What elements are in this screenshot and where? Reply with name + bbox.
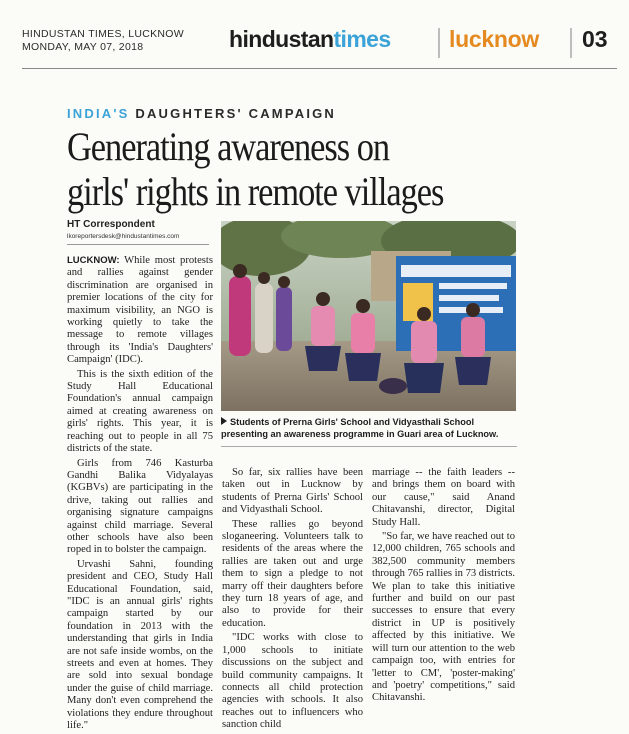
paragraph: These rallies go beyond sloganeering. Volunteers talk to residents of the areas where the rallies are taken out and urge them to sign a pledge to not marry off their daughters before they turn 18 years of age, and also to provide for their education.	[222, 518, 363, 629]
city-edition: lucknow	[449, 26, 539, 52]
paragraph: Urvashi Sahni, founding president and CEO, Study Hall Educational Foundation, said, "IDC is an annual girls' rights campaign started by our foundation in 2013 with the understanding that girls in India are not safe inside wombs, on the streets and even at homes. They are sold into sexual bondage under the guise of child marriage. Many don't even comprehend the violations they endure throughout life."	[67, 558, 213, 732]
paragraph-text: While most protests and rallies against gender discrimination are organised in premier locations of the city for maximum visibility, an NGO is working quietly to take the message to remote villages through its 'India's Daughters' Campaign' (IDC).	[67, 255, 213, 366]
article-column-3	[372, 467, 515, 707]
issue-date: MONDAY, MAY 07, 2018	[22, 41, 144, 53]
kicker-part1: INDIA'S	[67, 106, 130, 121]
brand-part1: hindustan	[229, 26, 334, 52]
byline-email: lkoreportersdesk@hindustantimes.com	[67, 233, 180, 240]
brand-part2: times	[333, 26, 391, 52]
article-column-2	[222, 467, 363, 734]
headline	[67, 124, 514, 214]
paragraph: Girls from 746 Kasturba Gandhi Balika Vidyalayas (KGBVs) are participating in the drive, taking out rallies and organising signature campaigns against child marriage. Several other schools have also been roped in to bolster the campaign.	[67, 457, 213, 556]
article-photo	[221, 221, 516, 411]
paragraph: So far, six rallies have been taken out in Lucknow by students of Prerna Girls' School and Vidyasthali School.	[222, 467, 363, 516]
paper-name-line: HINDUSTAN TIMES, LUCKNOW	[22, 28, 184, 40]
headline-line: girls' rights in remote villages	[67, 169, 444, 214]
caption-text: Students of Prerna Girls' School and Vidyasthali School presenting an awareness programme in Guari area of Lucknow.	[221, 417, 499, 439]
masthead-rule	[22, 68, 617, 69]
article-column-1	[67, 255, 213, 734]
brand-logo	[229, 26, 391, 53]
caption-marker-icon	[221, 417, 227, 425]
photo-caption	[221, 417, 521, 440]
paragraph: "So far, we have reached out to 12,000 children, 765 schools and 382,500 community members through 765 rallies in 73 districts. We plan to take this initiative further and build on our past successes to ensure that every district in UP is positively affected by this initiative. We will turn our attention to the web campaign too, with entries for 'letter to CM', 'poster-making' and 'poetry' competitions," said Chitavanshi.	[372, 531, 516, 704]
paragraph: marriage -- the faith leaders -- and brings them on board with our cause," said Anand Chitavanshi, director, Digital Study Hall.	[372, 467, 515, 528]
caption-rule	[221, 446, 517, 447]
masthead-divider	[438, 28, 440, 58]
masthead	[22, 26, 617, 68]
byline-rule	[67, 244, 209, 245]
kicker	[67, 106, 336, 121]
masthead-dateline	[22, 28, 184, 54]
paragraph	[67, 255, 213, 367]
byline: HT Correspondent	[67, 219, 155, 230]
headline-line: Generating awareness on	[67, 124, 390, 169]
paragraph: This is the sixth edition of the Study Hall Educational Foundation's annual campaign aimed at creating awareness on girls' rights. This year, it is reaching out to people in all 75 districts of the state.	[67, 368, 213, 455]
paragraph: "IDC works with close to 1,000 schools to initiate discussions on the subject and build community campaigns. It connects all child protection agencies with schools. It also reaches out to influencers who sanction child	[222, 632, 363, 731]
kicker-part2: DAUGHTERS' CAMPAIGN	[135, 106, 337, 121]
dateline: LUCKNOW:	[67, 255, 120, 266]
masthead-divider	[570, 28, 572, 58]
page-number: 03	[582, 26, 608, 52]
